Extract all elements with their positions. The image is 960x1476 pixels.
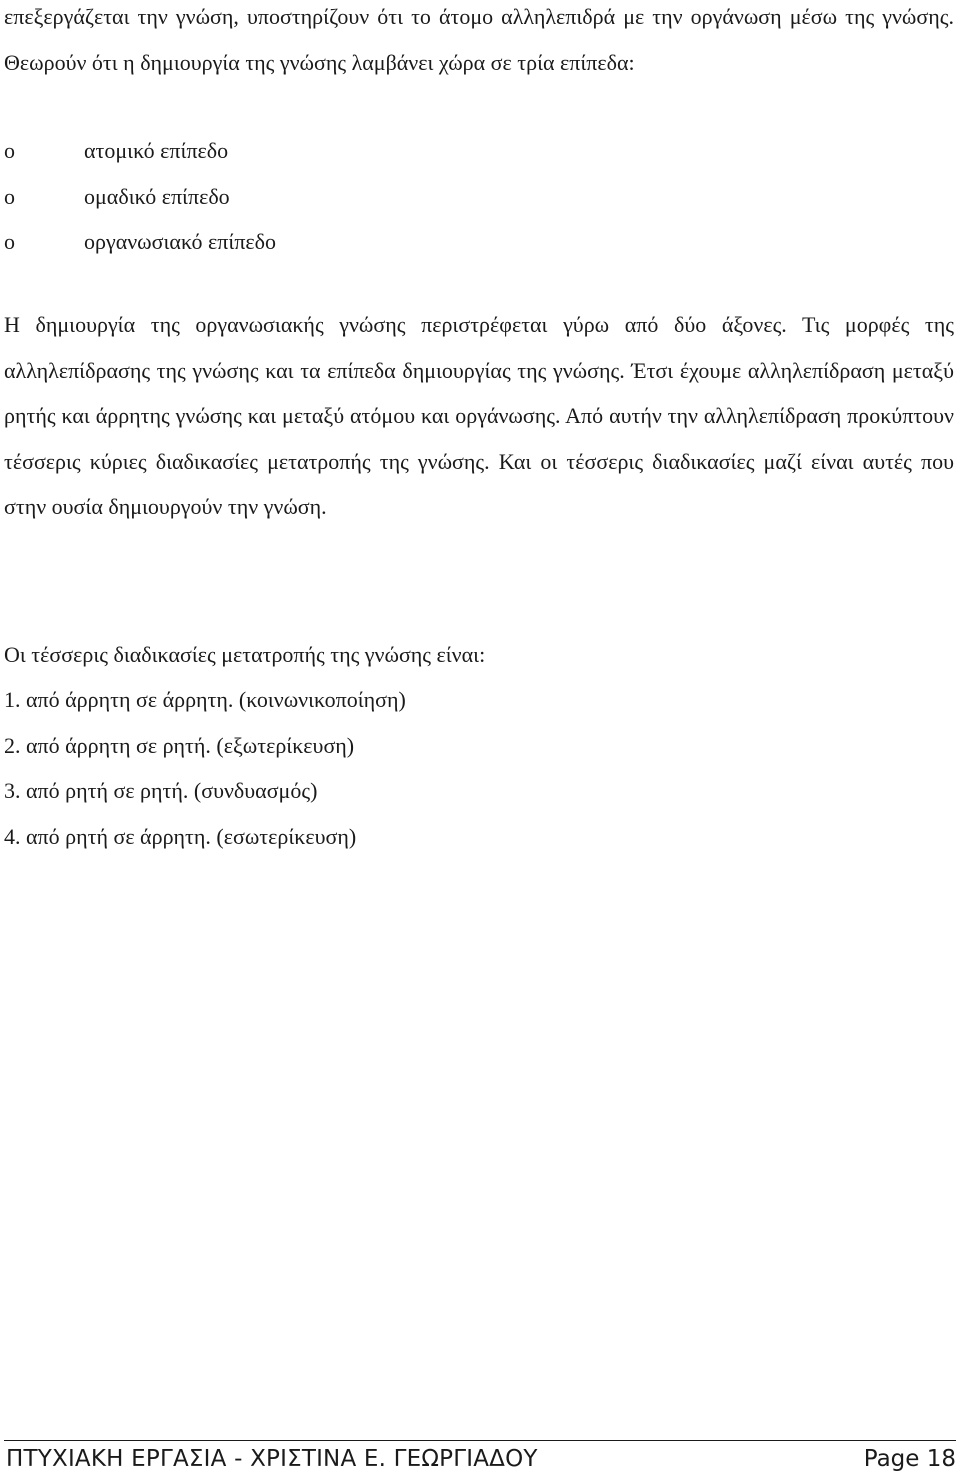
list-item: 2. από άρρητη σε ρητή. (εξωτερίκευση)	[4, 732, 355, 758]
levels-list	[4, 128, 276, 265]
processes-intro: Οι τέσσερις διαδικασίες μετατροπής της γνώσης είναι:	[4, 642, 486, 667]
bullet-mark: o	[4, 138, 15, 163]
list-item: 3. από ρητή σε ρητή. (συνδυασμός)	[4, 778, 318, 804]
list-item: 1. από άρρητη σε άρρητη. (κοινωνικοποίηση)	[4, 687, 406, 712]
paragraph-axes: Η δημιουργία της οργανωσιακής γνώσης περιστρέφεται γύρω από δύο άξονες. Τις μορφές της αλληλεπίδρασης της γνώσης και τα επίπεδα δημιουργίας της γνώσης. Έτσι έχουμε αλληλεπίδραση μεταξύ ρητής και άρρητης γνώσης και μεταξύ ατόμου και οργάνωσης. Από αυτήν την αλληλεπίδραση προκύπτουν τέσσερις κύριες διαδικασίες μετατροπής της γνώσης. Και οι τέσσερις διαδικασίες μαζί είναι αυτές που στην ουσία δημιουργούν την γνώση.	[4, 312, 954, 520]
bullet-mark: o	[4, 183, 15, 209]
list-item	[4, 219, 276, 265]
page-number: Page 18	[863, 1446, 956, 1472]
page-footer	[6, 1442, 956, 1476]
bullet-mark: o	[4, 229, 15, 255]
list-item	[4, 128, 276, 174]
list-item-text: ομαδικό επίπεδο	[84, 183, 230, 209]
list-item-text: οργανωσιακό επίπεδο	[84, 229, 277, 255]
footer-title: ΠΤΥΧΙΑΚΗ ΕΡΓΑΣΙΑ - ΧΡΙΣΤΙΝΑ Ε. ΓΕΩΡΓΙΑΔΟΥ	[6, 1446, 538, 1472]
list-item-text: ατομικό επίπεδο	[84, 138, 229, 163]
processes-list	[4, 677, 406, 859]
document-page	[4, 0, 956, 1476]
list-item: 4. από ρητή σε άρρητη. (εσωτερίκευση)	[4, 823, 357, 849]
paragraph-intro: επεξεργάζεται την γνώση, υποστηρίζουν ότι το άτομο αλληλεπιδρά με την οργάνωση μέσω της γνώσης. Θεωρούν ότι η δημιουργία της γνώσης λαμβάνει χώρα σε τρία επίπεδα:	[4, 4, 954, 75]
footer-divider	[4, 1440, 956, 1441]
list-item	[4, 174, 276, 220]
